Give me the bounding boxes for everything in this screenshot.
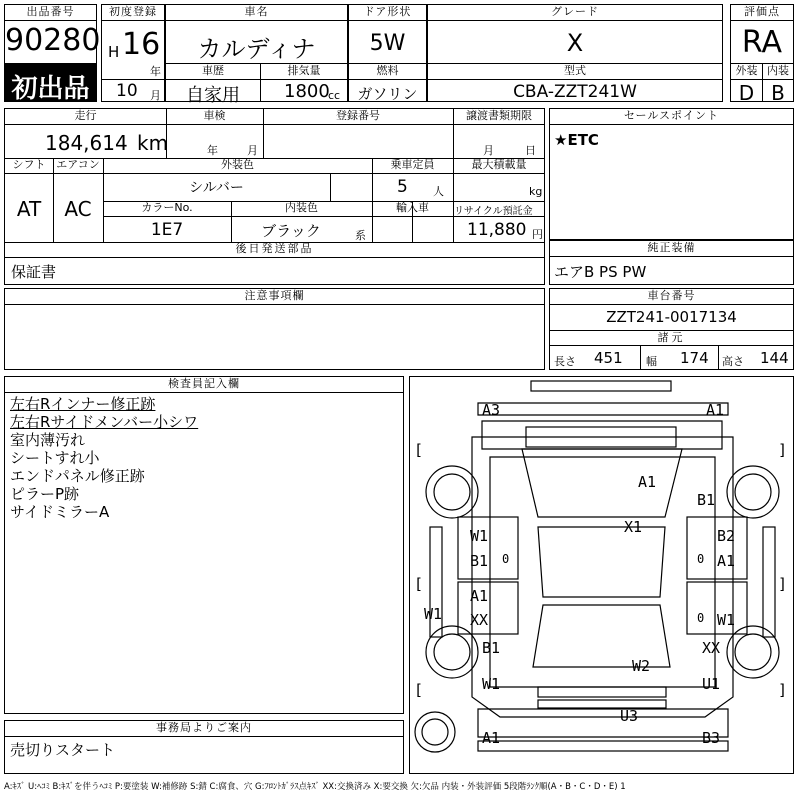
equipment-box [549, 240, 794, 285]
history-label: 車歴 [202, 64, 224, 77]
mark-x1: X1 [624, 518, 643, 536]
registration-box [101, 4, 165, 102]
fuel-label: 燃料 [376, 64, 399, 77]
first-listing-badge [4, 64, 97, 102]
mark-w1-left-rocker: W1 [424, 605, 443, 623]
mark-bracket-5: [ [414, 681, 424, 699]
ac-label: エアコン [56, 158, 100, 171]
mark-bracket-2: ] [778, 441, 788, 459]
chassis-label: 車台番号 [550, 289, 793, 305]
displacement-label: 排気量 [287, 64, 321, 77]
lot-number-box [4, 4, 101, 64]
interior-score-label: 内装 [767, 64, 789, 77]
mark-a1-top-right: A1 [706, 401, 725, 419]
equipment-label: 純正装備 [550, 241, 793, 257]
inspector-line: 左右Rサイドメンバー小シワ [10, 413, 199, 431]
sales-points-value: ★ETC [554, 131, 599, 149]
era: H [108, 43, 120, 61]
shift-value: AT [16, 197, 42, 221]
doors-value: 5W [369, 31, 406, 56]
mark-w1-left-4: W1 [482, 675, 501, 693]
inspector-lines [10, 395, 198, 521]
chassis-box [549, 288, 794, 370]
plate-label: 登録番号 [336, 109, 380, 122]
inspection-label: 車検 [203, 109, 226, 122]
office-box [4, 720, 404, 774]
caution-box [4, 288, 545, 370]
inspector-line: 室内薄汚れ [10, 431, 86, 449]
displacement-unit: cc [328, 89, 341, 102]
registration-year: 16 [122, 27, 161, 62]
inspection-month-unit: 月 [247, 144, 258, 157]
later-parts-label: 後日発送部品 [235, 242, 314, 255]
mark-zero-right-2: 0 [697, 611, 705, 625]
registration-month: 10 [116, 81, 138, 101]
capacity-unit: 人 [433, 185, 444, 198]
exterior-color-value: シルバー [189, 180, 244, 196]
mark-bracket-4: ] [778, 575, 788, 593]
inspector-box [4, 376, 404, 714]
later-parts-value: 保証書 [11, 263, 57, 281]
mark-a1-hood: A1 [638, 473, 657, 491]
color-no-label: カラーNo. [141, 201, 193, 214]
width-label: 幅 [646, 355, 657, 368]
height-label: 高さ [722, 355, 744, 368]
mileage-value: 184,614 [45, 131, 128, 155]
recycle-label: リサイクル預託金 [454, 206, 533, 217]
capacity-value: 5 [397, 177, 408, 197]
grade-label: グレード [428, 5, 722, 21]
mark-b1-left-3: B1 [482, 639, 501, 657]
mark-w1-right-2: W1 [717, 611, 736, 629]
mark-a3: A3 [482, 401, 501, 419]
ac-value: AC [64, 197, 92, 221]
model-value: CBA-ZZT241W [513, 82, 637, 102]
mark-u1: U1 [702, 675, 721, 693]
score-box [730, 4, 794, 105]
car-name: カルディナ [197, 35, 316, 63]
mark-a1-left-2: A1 [470, 587, 489, 605]
grade-box [427, 4, 723, 102]
mark-b1-front-right: B1 [697, 491, 716, 509]
model-label: 型式 [564, 64, 586, 77]
transfer-month-unit: 月 [483, 144, 494, 157]
mark-w1-left-1: W1 [470, 527, 489, 545]
inspector-line: サイドミラーA [10, 503, 110, 521]
legend: A:ｷｽﾞ U:ﾍｺﾐ B:ｷｽﾞを伴うﾍｺﾐ P:要塗装 W:補修跡 S:錆 C:腐食、穴 G:ﾌﾛﾝﾄｶﾞﾗｽ点ｷｽﾞ XX:交換済み X:要交換 欠:欠品 内装・外装評価 5段階ﾗﾝｸ順(A・B・C・D・E) 1 [4, 782, 626, 792]
car-outline [410, 377, 795, 775]
recycle-unit: 円 [532, 228, 543, 241]
mark-u3: U3 [620, 707, 639, 725]
first-listing-text: 初出品 [11, 74, 90, 104]
caution-label: 注意事項欄 [5, 289, 544, 305]
mark-bracket-1: [ [414, 441, 424, 459]
mark-zero-left-1: 0 [502, 552, 510, 566]
mark-a1-right-1: A1 [717, 552, 736, 570]
mark-a1-bottom-left: A1 [482, 729, 501, 747]
grade-value: X [566, 29, 584, 57]
year-unit: 年 [150, 65, 161, 78]
car-name-box [165, 4, 348, 106]
inspector-line: エンドパネル修正跡 [10, 467, 145, 485]
mileage-label: 走行 [74, 109, 97, 122]
mileage-unit: km [137, 131, 169, 155]
shift-label: シフト [12, 158, 46, 171]
max-load-label: 最大積載量 [471, 158, 527, 171]
score-label: 評価点 [731, 5, 793, 21]
exterior-score-label: 外装 [735, 64, 758, 77]
mark-bracket-3: [ [414, 575, 424, 593]
doors-box [348, 4, 427, 102]
chassis-value: ZZT241-0017134 [606, 308, 737, 326]
mark-b1-left-1: B1 [470, 552, 489, 570]
equipment-value: エアB PS PW [554, 263, 647, 281]
inspection-year-unit: 年 [207, 144, 218, 157]
interior-color-label: 内装色 [285, 201, 318, 214]
score-value: RA [741, 25, 783, 60]
sales-points-box [549, 108, 794, 240]
month-unit: 月 [150, 89, 161, 102]
max-load-unit: kg [529, 185, 543, 198]
mark-bracket-6: ] [778, 681, 788, 699]
height-value: 144 [760, 349, 789, 367]
car-name-label: 車名 [166, 5, 347, 21]
displacement-value: 1800 [284, 81, 330, 102]
registration-label: 初度登録 [102, 5, 164, 21]
inspector-line: シートすれ小 [10, 449, 100, 467]
color-no-value: 1E7 [150, 220, 184, 240]
width-value: 174 [680, 349, 709, 367]
car-diagram [409, 376, 794, 774]
transfer-day-unit: 日 [525, 144, 536, 157]
length-label: 長さ [554, 355, 576, 368]
mark-b3: B3 [702, 729, 721, 747]
interior-color-suffix: 系 [355, 229, 366, 242]
transfer-label: 譲渡書類期限 [466, 109, 532, 122]
lot-number-label: 出品番号 [5, 5, 96, 21]
mark-zero-right-1: 0 [697, 552, 705, 566]
dims-label: 諸元 [657, 331, 686, 344]
lot-number: 90280 [5, 23, 101, 58]
interior-color-value: ブラック [261, 222, 321, 240]
mark-w2: W2 [632, 657, 651, 675]
inspector-line: ピラーP跡 [10, 485, 80, 503]
capacity-label: 乗車定員 [390, 158, 435, 171]
import-label: 輸入車 [396, 201, 429, 214]
history-value: 自家用 [186, 85, 240, 106]
inspector-label: 検査員記入欄 [5, 377, 403, 393]
sales-points-label: セールスポイント [550, 109, 793, 125]
exterior-color-label: 外装色 [221, 158, 254, 171]
office-label: 事務局よりご案内 [5, 721, 403, 737]
interior-score: B [771, 81, 785, 105]
fuel-value: ガソリン [357, 85, 418, 103]
recycle-value: 11,880 [467, 220, 527, 240]
doors-label: ドア形状 [349, 5, 426, 21]
office-text: 売切りスタート [10, 741, 116, 759]
inspector-line: 左右Rインナー修正跡 [10, 395, 156, 413]
spec-block [4, 108, 545, 285]
exterior-score: D [738, 81, 755, 105]
mark-b2-right: B2 [717, 527, 736, 545]
length-value: 451 [594, 349, 623, 367]
mark-xx-left-2: XX [470, 611, 489, 629]
mark-xx-right: XX [702, 639, 721, 657]
